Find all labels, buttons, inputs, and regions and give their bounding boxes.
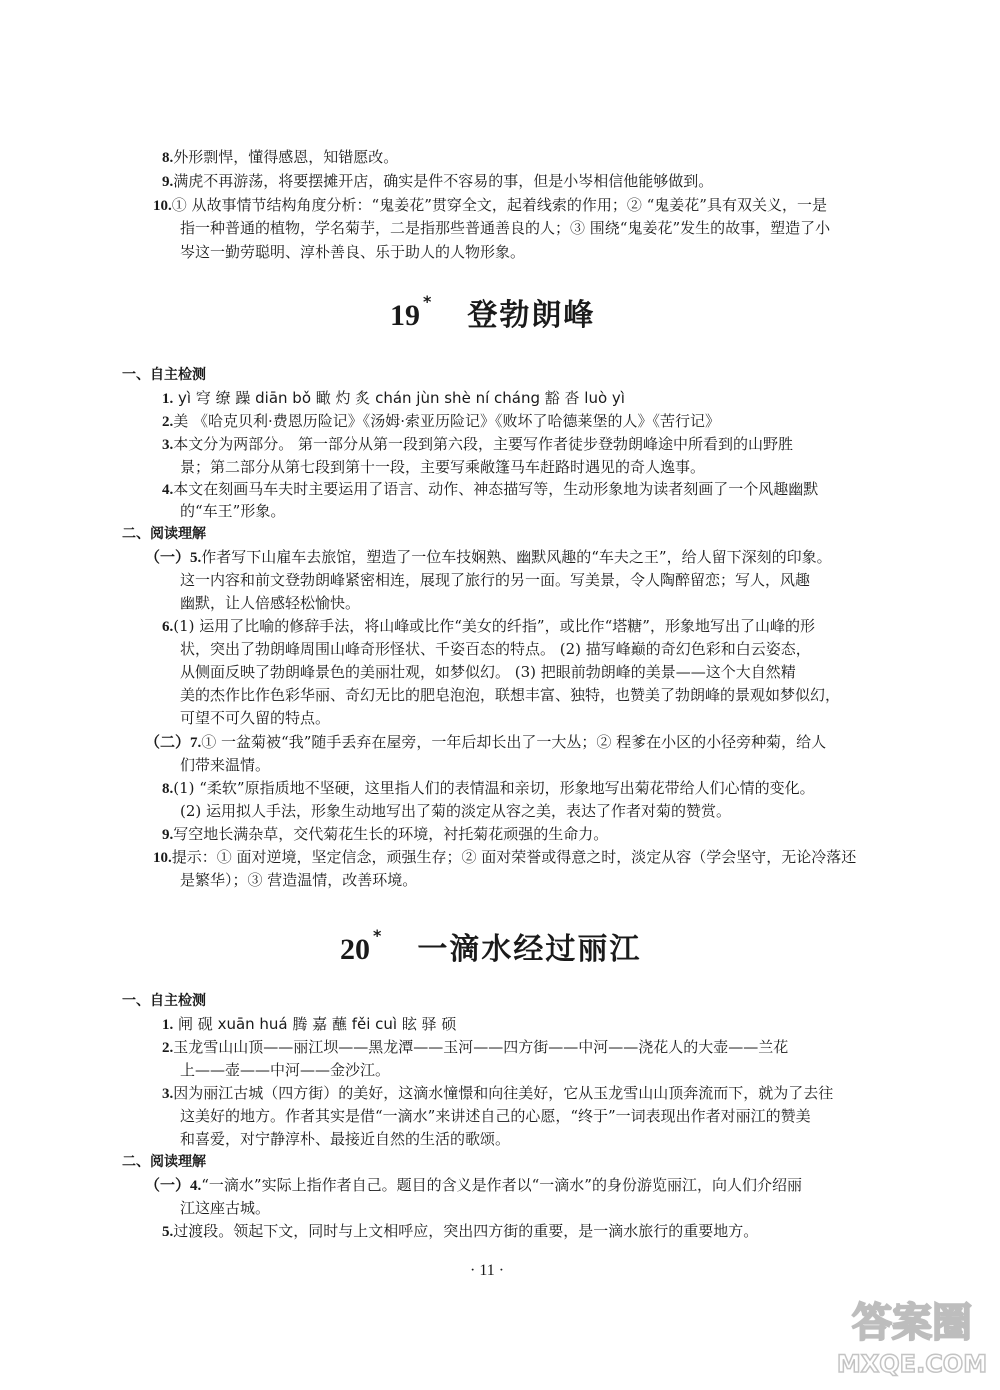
l19-answer-8: 8.(1) “柔软”原指质地不坚硬，这里指人们的表情温和亲切，形象地写出菊花带给人们心情的变化。	[162, 779, 815, 797]
l19-answer-10: 10.提示：① 面对逆境，坚定信念，顽强生存；② 面对荣誉或得意之时，淡定从容（学会坚守，无论冷落还	[153, 848, 857, 866]
l20-answer-1: 1. 闸 砚 xuān huá 腾 嘉 蘸 fěi cuì 眩 驿 硕	[162, 1015, 457, 1033]
l19-answer-6-line4: 美的杰作比作色彩华丽、奇幻无比的肥皂泡泡，联想丰富、独特，也赞美了勃朗峰的景观如梦似幻，	[180, 686, 841, 704]
watermark-logo	[836, 1284, 988, 1384]
l20-answer-3-line3: 和喜爱，对宁静淳朴、最接近自然的生活的歌颂。	[180, 1130, 511, 1148]
l19-answer-7: （二）7.① 一盆菊被“我”随手丢弃在屋旁，一年后却长出了一大丛；② 程爹在小区的小径旁种菊，给人	[145, 733, 827, 751]
l19-answer-8-line2: (2) 运用拟人手法，形象生动地写出了菊的淡定从容之美，表达了作者对菊的赞赏。	[180, 802, 732, 820]
l20-answer-4-line2: 江这座古城。	[180, 1199, 271, 1217]
l20-section-self-check: 一、自主检测	[122, 993, 206, 1009]
l19-answer-3-line2: 景；第二部分从第七段到第十一段，主要写乘敞篷马车赶路时遇见的奇人逸事。	[180, 458, 706, 476]
l19-answer-4: 4.本文在刻画马车夫时主要运用了语言、动作、神态描写等，生动形象地为读者刻画了一个风趣幽默	[162, 480, 819, 498]
l19-answer-4-line2: 的“车王”形象。	[180, 502, 286, 520]
l20-answer-2: 2.玉龙雪山山顶——丽江坝——黑龙潭——玉河——四方街——中河——浇花人的大壶——兰花	[162, 1038, 789, 1056]
lesson-19-heading: 19 * 登勃朗峰	[390, 292, 596, 333]
l19-answer-9: 9.写空地长满杂草，交代菊花生长的环境，衬托菊花顽强的生命力。	[162, 825, 609, 843]
l19-answer-2: 2.美 《哈克贝利·费恩历险记》《汤姆·索亚历险记》《败坏了哈德莱堡的人》《苦行记》	[162, 412, 721, 430]
l19-answer-5: （一）5.作者写下山雇车去旅馆，塑造了一位车技娴熟、幽默风趣的“车夫之王”，给人留下深刻的印象。	[145, 548, 832, 566]
l19-answer-1: 1. yì 穹 缭 躁 diān bǒ 瞰 灼 炙 chán jùn shè ní cháng 豁 沓 luò yì	[162, 389, 625, 407]
l20-answer-3-line2: 这美好的地方。作者其实是借“一滴水”来讲述自己的心愿，“终于”一词表现出作者对丽江的赞美	[180, 1107, 811, 1125]
section-self-check: 一、自主检测	[122, 367, 206, 383]
answer-8: 8.外形剽悍，懂得感恩，知错愿改。	[162, 148, 399, 166]
l19-answer-6: 6.(1) 运用了比喻的修辞手法，将山峰或比作“美女的纤指”，或比作“塔糖”，形象地写出了山峰的形	[162, 617, 815, 635]
lesson-20-heading: 20 * 一滴水经过丽江	[340, 926, 642, 967]
l19-answer-5-line3: 幽默，让人倍感轻松愉快。	[180, 594, 361, 612]
answer-10-line2: 指一种普通的植物，学名菊芋，二是指那些普通善良的人；③ 围绕“鬼姜花”发生的故事，塑造了小	[180, 219, 831, 237]
l19-answer-7-line2: 们带来温情。	[180, 756, 271, 774]
l20-section-reading: 二、阅读理解	[122, 1154, 206, 1170]
answer-10-line3: 岑这一勤劳聪明、淳朴善良、乐于助人的人物形象。	[180, 243, 526, 261]
l20-answer-4: （一）4.“一滴水”实际上指作者自己。题目的含义是作者以“一滴水”的身份游览丽江，向人们介绍丽	[145, 1176, 802, 1194]
watermark-text-cn: 答案圈	[852, 1300, 972, 1346]
l20-answer-5: 5.过渡段。领起下文，同时与上文相呼应，突出四方街的重要，是一滴水旅行的重要地方。	[162, 1222, 759, 1240]
l19-answer-6-line5: 可望不可久留的特点。	[180, 709, 331, 727]
section-reading: 二、阅读理解	[122, 526, 206, 542]
answer-9: 9.满虎不再游荡，将要摆摊开店，确实是件不容易的事，但是小岑相信他能够做到。	[162, 172, 714, 190]
l19-answer-6-line2: 状，突出了勃朗峰周围山峰奇形怪状、千姿百态的特点。 (2) 描写峰巅的奇幻色彩和白云姿态，	[180, 640, 811, 658]
l20-answer-2-line2: 上——壶——中河——金沙江。	[180, 1061, 391, 1079]
l20-answer-3: 3.因为丽江古城（四方街）的美好，这滴水憧憬和向往美好，它从玉龙雪山山顶奔流而下，就为了去往	[162, 1084, 834, 1102]
l19-answer-6-line3: 从侧面反映了勃朗峰景色的美丽壮观，如梦似幻。 (3) 把眼前勃朗峰的美景——这个大自然精	[180, 663, 796, 681]
watermark-text-url: MXQE.COM	[836, 1350, 988, 1378]
l19-answer-10-line2: 是繁华）；③ 营造温情，改善环境。	[180, 871, 418, 889]
page-number: · 11 ·	[470, 1262, 505, 1279]
answer-10: 10.① 从故事情节结构角度分析：“鬼姜花”贯穿全文，起着线索的作用；② “鬼姜花”具有双关义，一是	[153, 196, 827, 214]
l19-answer-3: 3.本文分为两部分。 第一部分从第一段到第六段，主要写作者徒步登勃朗峰途中所看到的山野胜	[162, 435, 794, 453]
l19-answer-5-line2: 这一内容和前文登勃朗峰紧密相连，展现了旅行的另一面。写美景，令人陶醉留恋；写人，风趣	[180, 571, 811, 589]
